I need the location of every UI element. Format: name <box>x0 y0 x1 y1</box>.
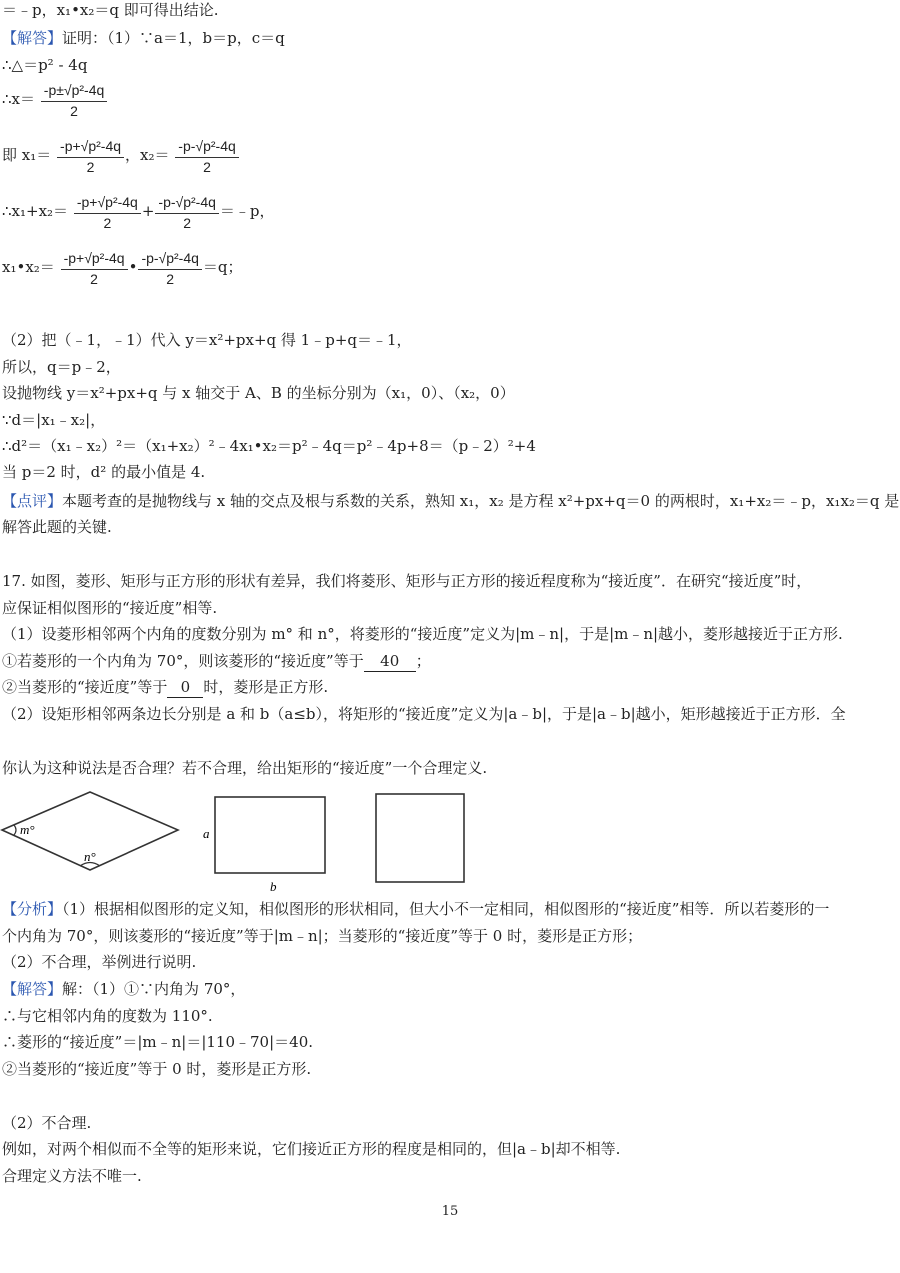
rectangle-shape <box>215 797 325 873</box>
text-line: 个内角为 70°，则该菱形的“接近度”等于|m﹣n|；当菱形的“接近度”等于 0 时，菱形是正方形； <box>2 927 643 945</box>
angle-m-label: m° <box>20 822 35 837</box>
text-line: （2）不合理. <box>2 1114 92 1132</box>
answer-tag: 【解答】 <box>2 29 63 47</box>
text-line: ②当菱形的“接近度”等于 0 时，菱形是正方形. <box>2 678 329 696</box>
analysis-tag: 【分析】 <box>2 900 63 918</box>
text-line: ∴菱形的“接近度”＝|m﹣n|＝|110﹣70|＝40. <box>2 1033 314 1051</box>
prod-fraction-2: $\frac{\text{-p-√p²-4q}}{2}$ <box>138 248 201 288</box>
page-number: 15 <box>441 1204 459 1219</box>
analysis-line: 【分析】（1）根据相似图形的定义知，相似图形的形状相同，但大小不一定相同，相似图形的“接近度”相等．所以若菱形的一 <box>2 900 830 918</box>
text-line: （1）设菱形相邻两个内角的度数分别为 m° 和 n°，将菱形的“接近度”定义为|m﹣n|，于是|m﹣n|越小，菱形越接近于正方形. <box>2 625 843 643</box>
text-line: 设抛物线 y＝x²+px+q 与 x 轴交于 A、B 的坐标分别为（x₁，0）、（x₂，0） <box>2 384 515 402</box>
text-line: 所以，q＝p﹣2， <box>2 358 121 376</box>
product-line: x₁•x₂＝ $\frac{\text{-p+√p²-4q}}{2}$ • $\frac{\text{-p-√p²-4q}}{2}$ ＝q； <box>2 250 243 287</box>
answer-blank: 0 <box>167 677 203 698</box>
side-a-label: a <box>203 826 210 841</box>
text-line: ∵d＝|x₁﹣x₂|， <box>2 411 106 429</box>
sum-fraction-2: $\frac{\text{-p-√p²-4q}}{2}$ <box>155 192 218 232</box>
text-line: ＝﹣p，x₁•x₂＝q 即可得出结论. <box>2 1 219 19</box>
text-line: （2）不合理，举例进行说明. <box>2 953 197 971</box>
text-line: ①若菱形的一个内角为 70°，则该菱形的“接近度”等于 40 ； <box>2 652 431 670</box>
sum-fraction-1: $\frac{\text{-p+√p²-4q}}{2}$ <box>74 192 141 232</box>
answer-tag: 【解答】 <box>2 980 63 998</box>
shapes-figure <box>0 788 480 898</box>
prod-fraction-1: $\frac{\text{-p+√p²-4q}}{2}$ <box>61 248 128 288</box>
text-line: 解答此题的关键. <box>2 518 112 536</box>
comment-tag: 【点评】 <box>2 492 63 510</box>
root-formula-line: ∴x＝ $\frac{\text{-p±√p²-4q}}{2}$ <box>2 80 108 120</box>
roots-line: 即 x₁＝ $\frac{\text{-p+√p²-4q}}{2}$ ，x₂＝ $\frac{\text{-p-√p²-4q}}{2}$ <box>2 136 240 176</box>
text-line: ∴与它相邻内角的度数为 110°. <box>2 1007 213 1025</box>
text-line: ∴d²＝（x₁﹣x₂）²＝（x₁+x₂）²﹣4x₁•x₂＝p²﹣4q＝p²﹣4p+8＝（p﹣2）²+4 <box>2 437 536 455</box>
text-line: 你认为这种说法是否合理？若不合理，给出矩形的“接近度”一个合理定义. <box>2 759 488 777</box>
text-line: （2）把（﹣1，﹣1）代入 y＝x²+px+q 得 1﹣p+q＝﹣1， <box>2 331 412 349</box>
root2-fraction: $\frac{\text{-p-√p²-4q}}{2}$ <box>175 136 238 176</box>
root-fraction: $\frac{\text{-p±√p²-4q}}{2}$ <box>41 80 108 120</box>
text-line: 合理定义方法不唯一. <box>2 1167 142 1185</box>
text-line: 应保证相似图形的“接近度”相等. <box>2 599 218 617</box>
discriminant-line: ∴△＝p² - 4q <box>2 56 88 74</box>
square-shape <box>376 794 464 882</box>
angle-m-arc <box>14 825 16 835</box>
text-line: 当 p＝2 时，d² 的最小值是 4. <box>2 463 206 481</box>
answer-line: 【解答】证明：（1）∵a＝1，b＝p，c＝q <box>2 29 285 47</box>
question-17-line: 17. 如图，菱形、矩形与正方形的形状有差异，我们将菱形、矩形与正方形的接近程度称为“接近度”．在研究“接近度”时， <box>2 572 812 590</box>
answer-blank: 40 <box>364 651 416 672</box>
text-line: ②当菱形的“接近度”等于 0 时，菱形是正方形. <box>2 1060 312 1078</box>
text-line: 例如，对两个相似而不全等的矩形来说，它们接近正方形的程度是相同的，但|a﹣b|却不相等. <box>2 1140 621 1158</box>
side-b-label: b <box>270 879 277 894</box>
comment-line: 【点评】本题考查的是抛物线与 x 轴的交点及根与系数的关系，熟知 x₁，x₂ 是方程 x²+px+q＝0 的两根时，x₁+x₂＝﹣p，x₁x₂＝q 是 <box>2 492 900 510</box>
sum-line: ∴x₁+x₂＝ $\frac{\text{-p+√p²-4q}}{2}$ + $\frac{\text{-p-√p²-4q}}{2}$ ＝﹣p， <box>2 194 275 231</box>
angle-n-label: n° <box>84 849 96 864</box>
answer-line: 【解答】解：（1）①∵内角为 70°， <box>2 980 246 998</box>
text-line: （2）设矩形相邻两条边长分别是 a 和 b（a≤b），将矩形的“接近度”定义为|a﹣b|，于是|a﹣b|越小，矩形越接近于正方形．全 <box>2 705 846 723</box>
root1-fraction: $\frac{\text{-p+√p²-4q}}{2}$ <box>57 136 124 176</box>
